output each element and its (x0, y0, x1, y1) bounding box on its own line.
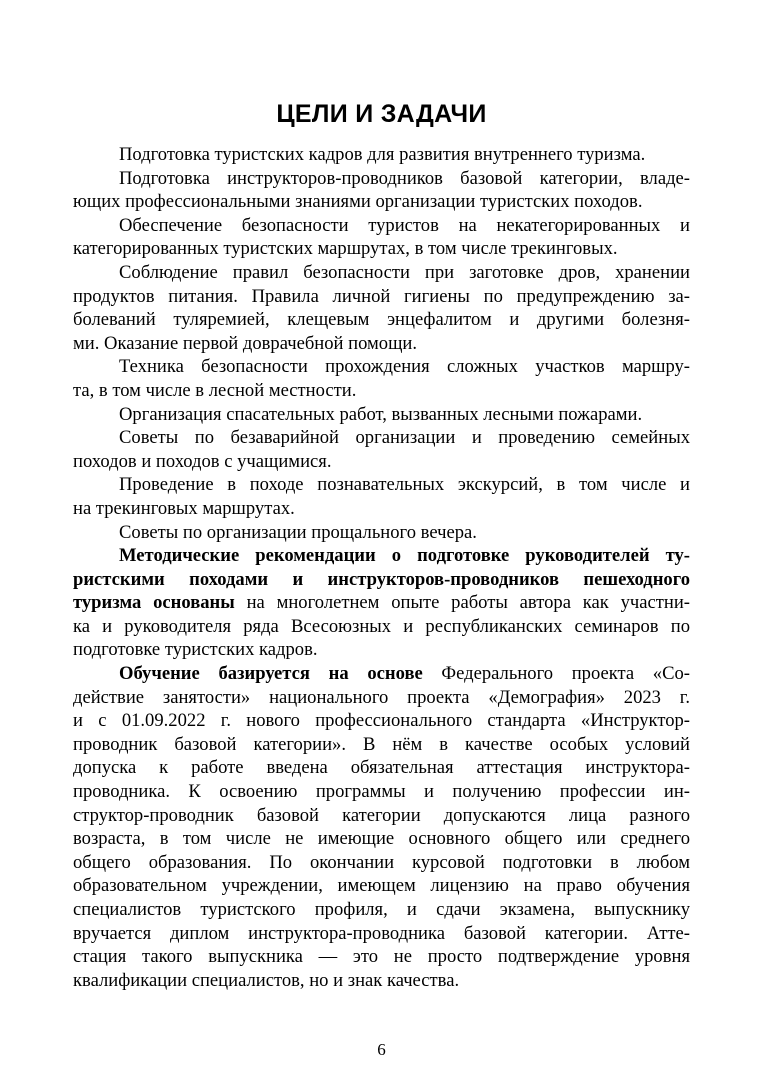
line-text: Техника безопасности прохождения сложных участков маршру- (119, 356, 690, 378)
text-line (73, 450, 690, 474)
line-text: структор-проводник базовой категории допускаются лица разного (73, 804, 690, 826)
line-text: проводника. К освоению программы и получению профессии ин- (73, 781, 690, 803)
line-text: квалификации специалистов, но и знак качества. (73, 969, 460, 991)
text-line (73, 969, 690, 993)
text-line (73, 426, 690, 450)
text-line (73, 285, 690, 309)
text-line (73, 261, 690, 285)
text-line (73, 190, 690, 214)
text-line (73, 709, 690, 733)
page-number: 6 (377, 1040, 386, 1059)
line-text: Соблюдение правил безопасности при заготовке дров, хранении (119, 261, 690, 283)
bold-text: ристскими походами и инструкторов-проводников пешеходного (73, 568, 690, 590)
text-line (73, 922, 690, 946)
text-line (73, 568, 690, 592)
line-text: вручается диплом инструктора-проводника базовой категории. Атте- (73, 922, 690, 944)
line-text: допуска к работе введена обязательная аттестация инструктора- (73, 757, 690, 779)
line-text: на многолетнем опыте работы автора как участни- (234, 592, 690, 614)
text-line (73, 143, 690, 167)
text-line (73, 662, 690, 686)
text-line (73, 945, 690, 969)
line-text: стация такого выпускника — это не просто подтверждение уровня (73, 946, 690, 968)
text-line (73, 733, 690, 757)
text-line (73, 473, 690, 497)
text-line (73, 804, 690, 828)
text-line (73, 686, 690, 710)
line-text: ка и руководителя ряда Всесоюзных и республиканских семинаров по (73, 615, 690, 637)
line-text: походов и походов с учащимися. (73, 450, 332, 472)
text-line (73, 591, 690, 615)
text-line (73, 497, 690, 521)
text-line (73, 308, 690, 332)
line-text: ющих профессиональными знаниями организации туристских походов. (73, 191, 643, 213)
text-line (73, 379, 690, 403)
line-text: Советы по безаварийной организации и проведению семейных (119, 427, 690, 449)
text-line (73, 167, 690, 191)
line-text: Организация спасательных работ, вызванных лесными пожарами. (119, 403, 643, 425)
text-line (73, 827, 690, 851)
line-text: ми. Оказание первой доврачебной помощи. (73, 332, 418, 354)
text-line (73, 615, 690, 639)
line-text: продуктов питания. Правила личной гигиены по предупреждению за- (73, 285, 690, 307)
text-line (73, 874, 690, 898)
line-text: специалистов туристского профиля, и сдачи экзамена, выпускнику (73, 899, 690, 920)
body-text (73, 143, 690, 992)
line-text: образовательном учреждении, имеющем лицензию на право обучения (73, 875, 690, 897)
line-text: болеваний туляремией, клещевым энцефалитом и другими болезня- (73, 309, 690, 331)
text-line (73, 403, 690, 427)
line-text: возраста, в том числе не имеющие основного общего или среднего (73, 828, 690, 850)
bold-text: Обучение базируется на основе (119, 663, 423, 685)
line-text: Обеспечение безопасности туристов на некатегорированных и (119, 214, 690, 236)
text-line (73, 521, 690, 545)
text-line (73, 214, 690, 238)
line-text: и с 01.09.2022 г. нового профессионального стандарта «Инструктор- (73, 710, 690, 732)
text-line (73, 355, 690, 379)
line-text: проводник базовой категории». В нём в качестве особых условий (73, 733, 690, 755)
line-text: Подготовка инструкторов-проводников базовой категории, владе- (119, 167, 690, 189)
text-line (73, 544, 690, 568)
text-line (73, 780, 690, 804)
line-text: Советы по организации прощального вечера. (119, 521, 477, 543)
text-line (73, 756, 690, 780)
text-line (73, 237, 690, 261)
line-text: Подготовка туристских кадров для развития внутреннего туризма. (119, 144, 646, 165)
text-line (73, 332, 690, 356)
line-text: на трекинговых маршрутах. (73, 497, 295, 519)
line-text: Проведение в походе познавательных экскурсий, в том числе и (119, 474, 690, 496)
text-line (73, 638, 690, 662)
line-text: подготовке туристских кадров. (73, 639, 318, 661)
line-text: общего образования. По окончании курсовой подготовки в любом (73, 851, 690, 873)
line-text: категорированных туристских маршрутах, в том числе трекинговых. (73, 238, 618, 260)
bold-text: туризма основаны (73, 592, 235, 614)
page-title: ЦЕЛИ И ЗАДАЧИ (276, 100, 487, 128)
line-text: Федерального проекта «Со- (422, 663, 690, 685)
bold-text: Методические рекомендации о подготовке руководителей ту- (119, 545, 690, 567)
text-line (73, 851, 690, 875)
text-line (73, 898, 690, 922)
line-text: действие занятости» национального проекта «Демография» 2023 г. (73, 686, 690, 708)
line-text: та, в том числе в лесной местности. (73, 379, 357, 401)
